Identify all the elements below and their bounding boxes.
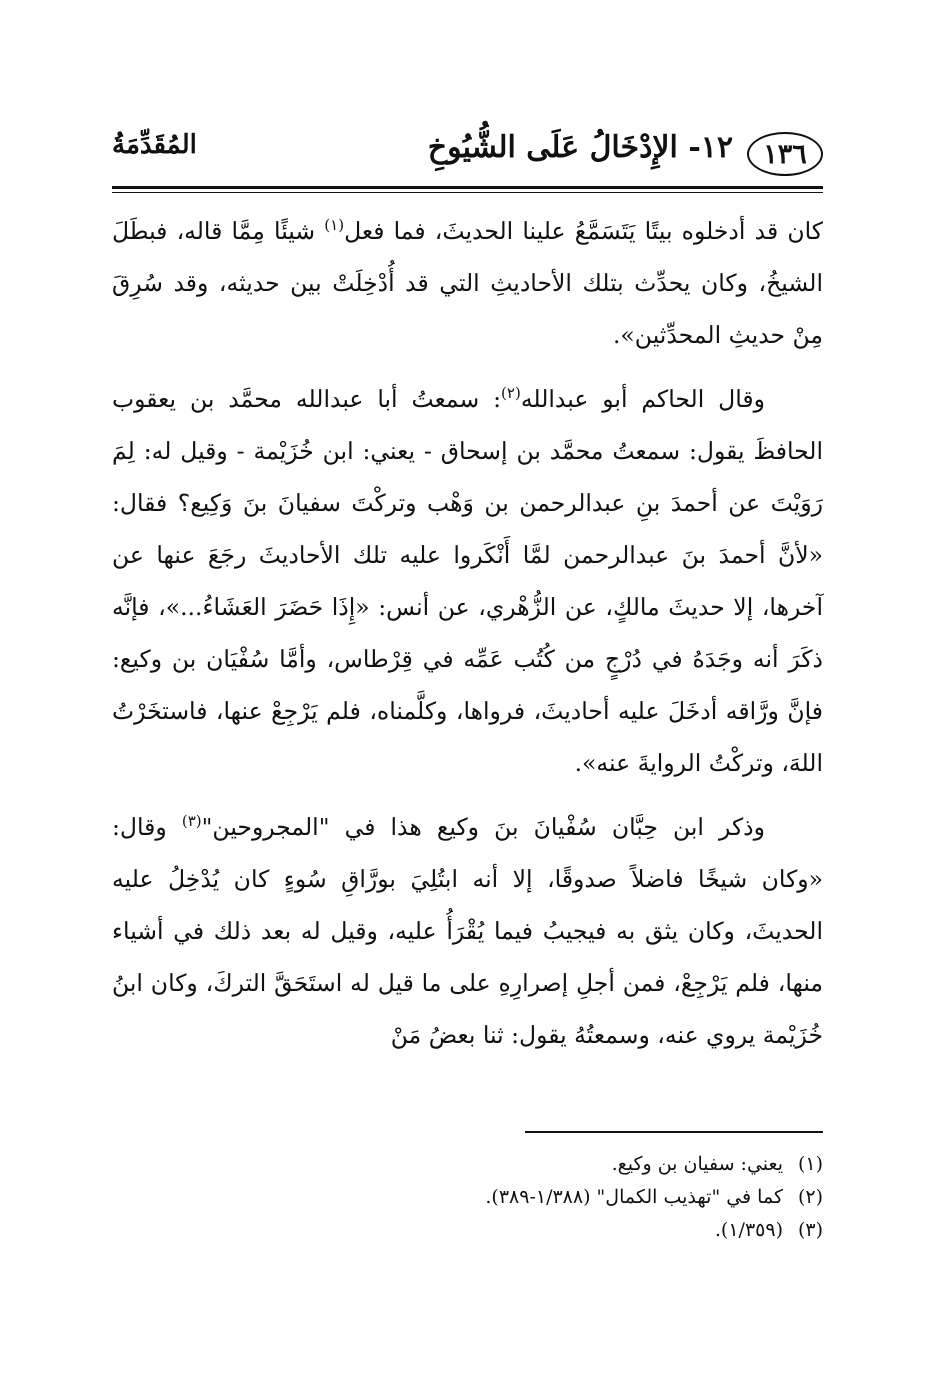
header-rule-thin — [112, 192, 823, 193]
paragraph-text: وقال: «وكان شيخًا فاضلاً صدوقًا، إلا أنه ابتُلِيَ بورَّاقِ سُوءٍ كان يُدْخِلُ عليه الحديثَ، وكان يثق به فيجيبُ فيما يُقْرَأُ عليه، وقيل له بعد ذلك في أشياء منها، فلم يَرْجِعْ، فمن أجلِ إصرارِهِ على ما قيل له استَحَقَّ التركَ، وكان ابنُ خُزَيْمة يروي عنه، وسمعتُهُ يقول: ثنا بعضُ مَنْ — [112, 813, 823, 1049]
page-number: ١٣٦ — [763, 138, 807, 170]
footnote-ref: (٢) — [501, 384, 521, 403]
paragraph-text: وقال الحاكم أبو عبدالله — [520, 385, 765, 413]
page-header — [112, 128, 823, 186]
paragraph-text: كان قد أدخلوه بيتًا يَتَسَمَّعُ علينا الحديثَ، فما فعل — [344, 217, 823, 245]
footnote-text: (١/٣٥٩). — [714, 1219, 783, 1241]
paragraph-text: شيئًا مِمَّا قاله، فبطَلَ الشيخُ، وكان يحدِّث بتلك الأحاديثِ التي قد أُدْخِلَتْ بين حديثه، وقد سُرِقَ مِنْ حديثِ المحدِّثين». — [112, 217, 823, 349]
paragraph-text: : سمعتُ أبا عبدالله محمَّد بن يعقوب الحافظَ يقول: سمعتُ محمَّد بن إسحاق - يعني: ابن خُزَيْمة - وقيل له: لِمَ رَوَيْتَ عن أحمدَ بنِ عبدالرحمن بن وَهْب وتركْتَ سفيانَ بنَ وَكِيع؟ فقال: «لأنَّ أحمدَ بنَ عبدالرحمن لمَّا أَنْكَروا عليه تلك الأحاديثَ رجَعَ عنها عن آخرها، إلا حديثَ مالكٍ، عن الزُّهْري، عن أنس: «إِذَا حَضَرَ العَشَاءُ...»، فإنَّه ذكَرَ أنه وجَدَهُ في دُرْجٍ من كُتُب عَمِّه في قِرْطاس، وأمَّا سُفْيَان بن وكيع: فإنَّ ورَّاقه أدخَلَ عليه أحاديثَ، فرواها، وكلَّمناه، فلم يَرْجِعْ عنها، فاستخَرْتُ اللهَ، وتركْتُ الروايةَ عنه». — [112, 385, 823, 777]
footnote-text: كما في "تهذيب الكمال" (١/٣٨٨-٣٨٩). — [485, 1186, 783, 1208]
footnote-text: يعني: سفيان بن وكيع. — [611, 1153, 783, 1175]
footnote — [112, 1148, 823, 1181]
header-rule-thick — [112, 186, 823, 189]
paragraph-text: وذكر ابن حِبَّان سُفْيانَ بنَ وكيع هذا في "المجروحين" — [201, 813, 765, 841]
footnote-ref: (١) — [324, 216, 345, 235]
footnote-number: (٢) — [797, 1186, 823, 1208]
footnote-separator — [525, 1131, 823, 1133]
page-number-badge — [747, 132, 823, 176]
footnote-ref: (٣) — [181, 812, 202, 831]
footnote — [112, 1214, 823, 1247]
paragraph — [112, 373, 823, 789]
paragraph — [112, 205, 823, 361]
paragraph — [112, 801, 823, 1061]
footnote-number: (٣) — [797, 1219, 823, 1241]
chapter-title: ١٢- الإِدْخَالُ عَلَى الشُّيُوخِ — [427, 130, 733, 165]
main-text — [112, 205, 823, 1061]
footnotes — [112, 1148, 823, 1247]
book-title: المُقَدِّمَةُ — [112, 130, 197, 160]
footnote-number: (١) — [797, 1153, 823, 1175]
footnote — [112, 1181, 823, 1214]
